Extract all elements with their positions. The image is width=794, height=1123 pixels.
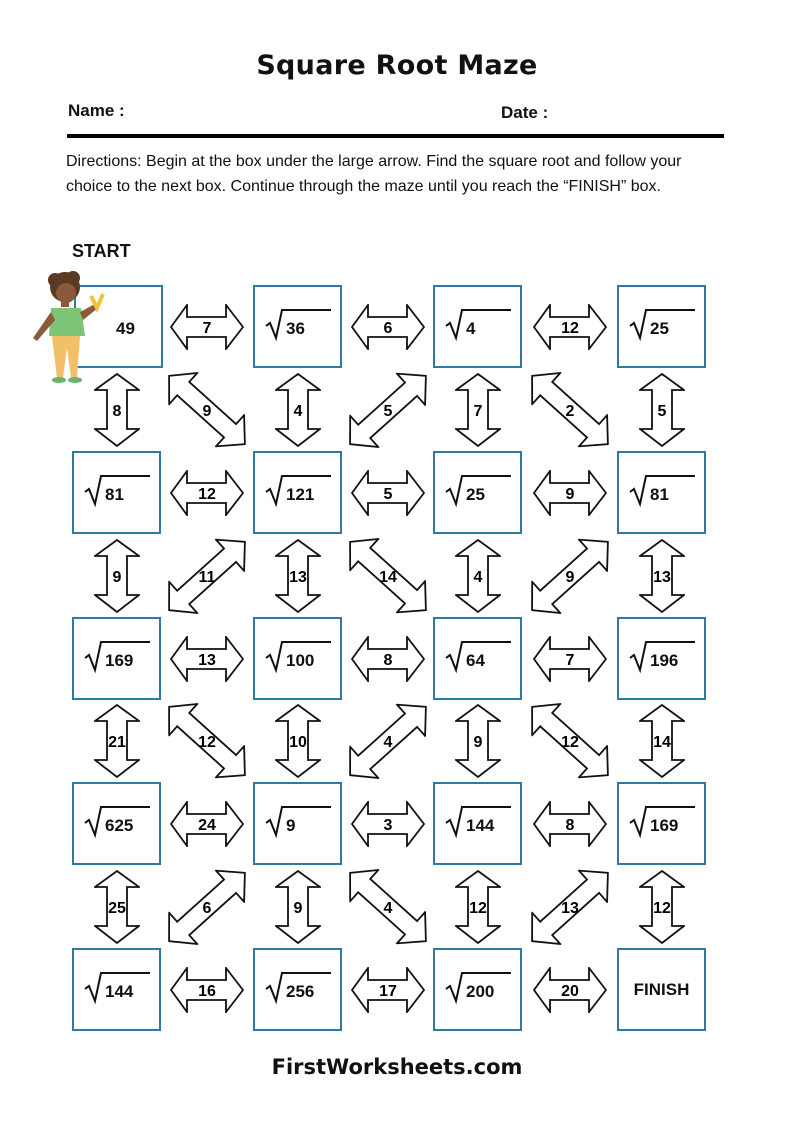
radicand-value: 100 <box>286 651 315 670</box>
arrow-label: 12 <box>468 899 487 917</box>
arrow-label: 11 <box>198 568 216 586</box>
horizontal-double-arrow <box>351 304 425 350</box>
horizontal-double-arrow <box>533 470 607 516</box>
horizontal-double-arrow <box>533 967 607 1013</box>
vertical-double-arrow <box>639 373 685 447</box>
maze-box <box>617 948 706 1031</box>
vertical-double-arrow <box>455 704 501 778</box>
vertical-double-arrow <box>455 870 501 944</box>
vertical-double-arrow <box>455 373 501 447</box>
footer-website: FirstWorksheets.com <box>271 1055 523 1079</box>
arrow-label: 6 <box>383 319 392 337</box>
horizontal-double-arrow <box>351 636 425 682</box>
arrow-label: 13 <box>198 651 216 669</box>
arrow-label: 9 <box>565 568 574 586</box>
arrow-label: 7 <box>473 402 482 420</box>
horizontal-double-arrow <box>170 470 244 516</box>
radicand-value: 4 <box>466 319 476 338</box>
radicand-value: 25 <box>466 485 485 504</box>
maze-box <box>433 782 522 865</box>
arrow-label: 17 <box>378 982 397 1000</box>
diagonal-double-arrow <box>154 358 261 460</box>
arrow-label: 7 <box>202 319 212 337</box>
vertical-double-arrow <box>275 870 321 944</box>
vertical-double-arrow <box>455 539 501 613</box>
maze-box <box>617 451 706 534</box>
maze-box <box>617 782 706 865</box>
worksheet-title: Square Root Maze <box>256 50 538 81</box>
diagonal-double-arrow <box>516 358 623 460</box>
arrow-label: 5 <box>383 402 392 420</box>
arrow-label: 5 <box>657 402 666 420</box>
arrow-label: 13 <box>288 568 307 586</box>
horizontal-double-arrow <box>533 636 607 682</box>
vertical-double-arrow <box>639 704 685 778</box>
directions-text: Directions: Begin at the box under the large arrow. Find the square root and follow your choice to the next box. Continue through the maze until you reach the “FINISH” box. <box>66 153 682 195</box>
diagonal-double-arrow <box>334 524 441 626</box>
arrow-label: 8 <box>112 402 121 420</box>
arrow-label: 7 <box>565 651 574 669</box>
maze-box <box>72 782 161 865</box>
horizontal-double-arrow <box>351 967 425 1013</box>
arrow-label: 10 <box>288 734 307 751</box>
vertical-double-arrow <box>639 870 685 944</box>
maze-box <box>617 617 706 700</box>
arrow-label: 3 <box>383 816 392 834</box>
horizontal-double-arrow <box>351 470 425 516</box>
diagonal-double-arrow <box>516 855 623 957</box>
horizontal-double-arrow <box>351 801 425 847</box>
radicand-value: 9 <box>286 816 296 835</box>
maze-box <box>253 285 342 368</box>
arrow-label: 25 <box>107 899 126 917</box>
arrow-label: 12 <box>198 734 216 751</box>
radicand-value: 196 <box>650 651 679 670</box>
radicand-value: 169 <box>650 816 679 835</box>
radicand-value: 256 <box>286 982 315 1001</box>
radicand-value: 25 <box>650 319 669 338</box>
vertical-double-arrow <box>275 373 321 447</box>
vertical-double-arrow <box>275 704 321 778</box>
vertical-double-arrow <box>94 870 140 944</box>
radicand-value: 121 <box>286 485 315 504</box>
name-label: Name : <box>68 101 125 120</box>
radicand-value: 144 <box>105 982 134 1001</box>
radical-sign-icon <box>265 804 335 840</box>
vertical-double-arrow <box>94 539 140 613</box>
radicand-value: 144 <box>466 816 495 835</box>
arrow-label: 13 <box>560 899 579 917</box>
radicand-value: 81 <box>650 485 669 504</box>
student-illustration-icon <box>25 268 105 386</box>
date-label: Date : <box>501 103 549 122</box>
radicand-value: 200 <box>466 982 495 1001</box>
radicand-value: 64 <box>466 651 485 670</box>
arrow-label: 4 <box>473 568 482 586</box>
horizontal-double-arrow <box>533 801 607 847</box>
arrow-label: 12 <box>560 734 579 751</box>
arrow-label: 12 <box>560 319 579 337</box>
maze-box <box>433 451 522 534</box>
maze-box <box>433 948 522 1031</box>
horizontal-double-arrow <box>533 304 607 350</box>
diagonal-double-arrow <box>516 690 623 792</box>
maze-box <box>433 285 522 368</box>
arrow-label: 20 <box>560 982 579 1000</box>
arrow-label: 9 <box>565 485 574 503</box>
radical-sign-icon <box>445 307 515 343</box>
maze-box <box>72 451 161 534</box>
maze-box <box>72 617 161 700</box>
diagonal-double-arrow <box>334 358 441 460</box>
arrow-label: 13 <box>652 568 671 586</box>
radicand-value: 169 <box>105 651 134 670</box>
arrow-label: 8 <box>565 816 574 834</box>
radicand-value: 49 <box>116 319 135 338</box>
horizontal-double-arrow <box>170 801 244 847</box>
maze-box <box>253 948 342 1031</box>
diagonal-double-arrow <box>154 855 261 957</box>
radicand-value: 36 <box>286 319 305 338</box>
horizontal-double-arrow <box>170 304 244 350</box>
arrow-label: 14 <box>652 734 671 751</box>
arrow-label: 6 <box>202 899 212 917</box>
arrow-label: 12 <box>652 899 671 917</box>
arrow-label: 2 <box>565 402 574 420</box>
start-label: START <box>72 241 131 261</box>
maze-box <box>253 782 342 865</box>
radicand-value: 625 <box>105 816 134 835</box>
horizontal-double-arrow <box>170 636 244 682</box>
arrow-label: 5 <box>383 485 392 503</box>
arrow-label: 4 <box>383 899 392 917</box>
maze-box <box>253 451 342 534</box>
arrow-label: 16 <box>198 982 216 1000</box>
arrow-label: 14 <box>378 568 397 586</box>
arrow-label: 24 <box>198 816 216 834</box>
maze-box <box>72 948 161 1031</box>
diagonal-double-arrow <box>334 855 441 957</box>
horizontal-double-arrow <box>170 967 244 1013</box>
finish-box-label: FINISH <box>633 979 690 999</box>
arrow-label: 9 <box>473 734 482 751</box>
arrow-label: 4 <box>383 734 392 751</box>
arrow-label: 21 <box>107 734 126 751</box>
maze-box <box>433 617 522 700</box>
header-divider <box>67 134 724 138</box>
vertical-double-arrow <box>275 539 321 613</box>
diagonal-double-arrow <box>516 524 623 626</box>
arrow-label: 9 <box>202 402 212 420</box>
arrow-label: 8 <box>383 651 392 669</box>
maze-box <box>253 617 342 700</box>
vertical-double-arrow <box>94 704 140 778</box>
radicand-value: 81 <box>105 485 124 504</box>
arrow-label: 4 <box>293 402 302 420</box>
vertical-double-arrow <box>639 539 685 613</box>
arrow-label: 9 <box>293 899 302 917</box>
diagonal-double-arrow <box>154 690 261 792</box>
diagonal-double-arrow <box>334 690 441 792</box>
maze-box <box>617 285 706 368</box>
diagonal-double-arrow <box>154 524 261 626</box>
arrow-label: 9 <box>112 568 121 586</box>
arrow-label: 12 <box>198 485 216 503</box>
